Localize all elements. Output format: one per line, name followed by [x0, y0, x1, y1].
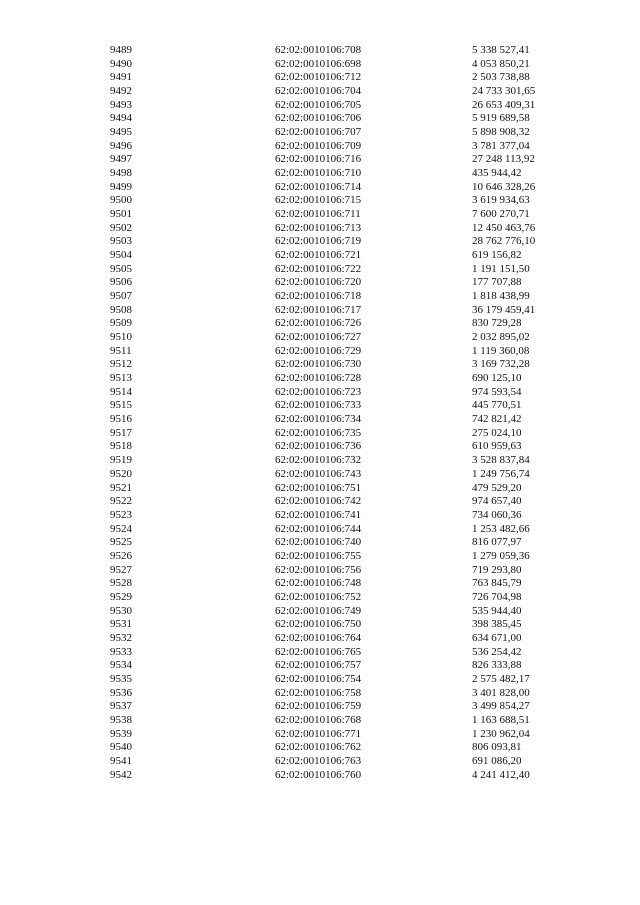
- cadastral-value-cell: 816 077,97: [472, 536, 522, 549]
- cadastral-number-cell: 62:02:0010106:707: [275, 126, 362, 139]
- row-number-cell: 9520: [110, 467, 132, 480]
- row-number-cell: 9511: [110, 344, 132, 357]
- table-row: [110, 454, 582, 468]
- row-number-cell: 9507: [110, 290, 132, 303]
- cadastral-value-cell: 3 169 732,28: [472, 358, 530, 371]
- row-number-cell: 9496: [110, 139, 132, 152]
- cadastral-value-cell: 535 944,40: [472, 604, 522, 617]
- row-number-cell: 9505: [110, 262, 132, 275]
- row-number-cell: 9491: [110, 71, 132, 84]
- cadastral-value-cell: 826 333,88: [472, 659, 522, 672]
- row-number-cell: 9489: [110, 44, 132, 56]
- table-row: [110, 482, 582, 496]
- table-row: [110, 523, 582, 537]
- cadastral-number-cell: 62:02:0010106:748: [275, 577, 362, 590]
- row-number-cell: 9538: [110, 713, 132, 726]
- table-row: [110, 331, 582, 345]
- cadastral-value-cell: 24 733 301,65: [472, 85, 536, 98]
- table-row: [110, 263, 582, 277]
- cadastral-value-cell: 28 762 776,10: [472, 235, 536, 248]
- cadastral-number-cell: 62:02:0010106:736: [275, 440, 362, 453]
- table-row: [110, 167, 582, 181]
- table-row: [110, 468, 582, 482]
- cadastral-number-cell: 62:02:0010106:768: [275, 713, 362, 726]
- cadastral-number-cell: 62:02:0010106:749: [275, 604, 362, 617]
- cadastral-number-cell: 62:02:0010106:752: [275, 590, 362, 603]
- row-number-cell: 9509: [110, 317, 132, 330]
- row-number-cell: 9512: [110, 358, 132, 371]
- row-number-cell: 9494: [110, 112, 132, 125]
- table-row: [110, 659, 582, 673]
- row-number-cell: 9515: [110, 399, 132, 412]
- cadastral-value-cell: 2 503 738,88: [472, 71, 530, 84]
- cadastral-value-cell: 742 821,42: [472, 413, 522, 426]
- cadastral-value-cell: 726 704,98: [472, 590, 522, 603]
- row-number-cell: 9537: [110, 700, 132, 713]
- row-number-cell: 9514: [110, 385, 132, 398]
- cadastral-value-cell: 7 600 270,71: [472, 208, 530, 221]
- row-number-cell: 9534: [110, 659, 132, 672]
- row-number-cell: 9513: [110, 372, 132, 385]
- cadastral-number-cell: 62:02:0010106:734: [275, 413, 362, 426]
- cadastral-value-cell: 3 528 837,84: [472, 454, 530, 467]
- table-row: [110, 755, 582, 769]
- cadastral-number-cell: 62:02:0010106:721: [275, 249, 362, 262]
- row-number-cell: 9530: [110, 604, 132, 617]
- table-row: [110, 276, 582, 290]
- cadastral-number-cell: 62:02:0010106:716: [275, 153, 362, 166]
- table-row: [110, 181, 582, 195]
- row-number-cell: 9531: [110, 618, 132, 631]
- row-number-cell: 9501: [110, 208, 132, 221]
- row-number-cell: 9504: [110, 249, 132, 262]
- row-number-cell: 9498: [110, 167, 132, 180]
- cadastral-number-cell: 62:02:0010106:710: [275, 167, 362, 180]
- row-number-cell: 9526: [110, 549, 132, 562]
- table-row: [110, 495, 582, 509]
- table-row: [110, 208, 582, 222]
- cadastral-value-cell: 435 944,42: [472, 167, 522, 180]
- cadastral-number-cell: 62:02:0010106:744: [275, 522, 362, 535]
- cadastral-value-cell: 1 230 962,04: [472, 727, 530, 740]
- cadastral-value-cell: 2 032 895,02: [472, 331, 530, 344]
- row-number-cell: 9508: [110, 303, 132, 316]
- table-row: [110, 714, 582, 728]
- cadastral-number-cell: 62:02:0010106:712: [275, 71, 362, 84]
- cadastral-value-cell: 610 959,63: [472, 440, 522, 453]
- cadastral-number-cell: 62:02:0010106:755: [275, 549, 362, 562]
- table-row: [110, 358, 582, 372]
- cadastral-number-cell: 62:02:0010106:764: [275, 631, 362, 644]
- table-row: [110, 153, 582, 167]
- table-row: [110, 618, 582, 632]
- cadastral-number-cell: 62:02:0010106:771: [275, 727, 362, 740]
- row-number-cell: 9522: [110, 495, 132, 508]
- cadastral-number-cell: 62:02:0010106:759: [275, 700, 362, 713]
- cadastral-value-cell: 3 619 934,63: [472, 194, 530, 207]
- cadastral-number-cell: 62:02:0010106:711: [275, 208, 361, 221]
- row-number-cell: 9500: [110, 194, 132, 207]
- row-number-cell: 9502: [110, 221, 132, 234]
- cadastral-value-cell: 1 818 438,99: [472, 290, 530, 303]
- table-body: [110, 44, 582, 782]
- cadastral-number-cell: 62:02:0010106:727: [275, 331, 362, 344]
- cadastral-value-cell: 5 338 527,41: [472, 44, 530, 56]
- row-number-cell: 9492: [110, 85, 132, 98]
- cadastral-value-cell: 536 254,42: [472, 645, 522, 658]
- cadastral-number-cell: 62:02:0010106:730: [275, 358, 362, 371]
- table-row: [110, 317, 582, 331]
- cadastral-value-cell: 27 248 113,92: [472, 153, 535, 166]
- table-row: [110, 646, 582, 660]
- cadastral-number-cell: 62:02:0010106:750: [275, 618, 362, 631]
- cadastral-number-cell: 62:02:0010106:714: [275, 180, 362, 193]
- cadastral-number-cell: 62:02:0010106:718: [275, 290, 362, 303]
- cadastral-number-cell: 62:02:0010106:717: [275, 303, 362, 316]
- table-row: [110, 194, 582, 208]
- cadastral-value-cell: 763 845,79: [472, 577, 522, 590]
- table-row: [110, 85, 582, 99]
- cadastral-value-cell: 4 241 412,40: [472, 768, 530, 781]
- row-number-cell: 9518: [110, 440, 132, 453]
- cadastral-value-cell: 4 053 850,21: [472, 57, 530, 70]
- cadastral-value-cell: 275 024,10: [472, 426, 522, 439]
- cadastral-value-cell: 445 770,51: [472, 399, 522, 412]
- row-number-cell: 9517: [110, 426, 132, 439]
- table-row: [110, 440, 582, 454]
- table-row: [110, 386, 582, 400]
- row-number-cell: 9533: [110, 645, 132, 658]
- row-number-cell: 9535: [110, 672, 132, 685]
- table-row: [110, 509, 582, 523]
- table-row: [110, 769, 582, 783]
- row-number-cell: 9536: [110, 686, 132, 699]
- cadastral-value-cell: 479 529,20: [472, 481, 522, 494]
- table-row: [110, 235, 582, 249]
- cadastral-number-cell: 62:02:0010106:728: [275, 372, 362, 385]
- cadastral-value-cell: 719 293,80: [472, 563, 522, 576]
- cadastral-value-cell: 1 163 688,51: [472, 713, 530, 726]
- cadastral-number-cell: 62:02:0010106:732: [275, 454, 362, 467]
- cadastral-value-cell: 398 385,45: [472, 618, 522, 631]
- cadastral-value-cell: 734 060,36: [472, 508, 522, 521]
- cadastral-value-cell: 5 898 908,32: [472, 126, 530, 139]
- table-row: [110, 632, 582, 646]
- row-number-cell: 9506: [110, 276, 132, 289]
- cadastral-number-cell: 62:02:0010106:751: [275, 481, 362, 494]
- row-number-cell: 9529: [110, 590, 132, 603]
- cadastral-number-cell: 62:02:0010106:765: [275, 645, 362, 658]
- cadastral-number-cell: 62:02:0010106:706: [275, 112, 362, 125]
- table-row: [110, 550, 582, 564]
- table-row: [110, 577, 582, 591]
- row-number-cell: 9516: [110, 413, 132, 426]
- row-number-cell: 9523: [110, 508, 132, 521]
- cadastral-number-cell: 62:02:0010106:729: [275, 344, 362, 357]
- cadastral-number-cell: 62:02:0010106:715: [275, 194, 362, 207]
- table-row: [110, 249, 582, 263]
- cadastral-number-cell: 62:02:0010106:719: [275, 235, 362, 248]
- table-row: [110, 112, 582, 126]
- cadastral-value-cell: 5 919 689,58: [472, 112, 530, 125]
- cadastral-number-cell: 62:02:0010106:735: [275, 426, 362, 439]
- cadastral-value-cell: 12 450 463,76: [472, 221, 536, 234]
- cadastral-number-cell: 62:02:0010106:760: [275, 768, 362, 781]
- table-row: [110, 58, 582, 72]
- cadastral-number-cell: 62:02:0010106:722: [275, 262, 362, 275]
- row-number-cell: 9524: [110, 522, 132, 535]
- cadastral-value-cell: 830 729,28: [472, 317, 522, 330]
- cadastral-number-cell: 62:02:0010106:742: [275, 495, 362, 508]
- table-row: [110, 591, 582, 605]
- cadastral-value-cell: 26 653 409,31: [472, 98, 536, 111]
- table-row: [110, 290, 582, 304]
- cadastral-value-cell: 974 593,54: [472, 385, 522, 398]
- row-number-cell: 9527: [110, 563, 132, 576]
- row-number-cell: 9541: [110, 754, 132, 767]
- cadastral-value-cell: 3 499 854,27: [472, 700, 530, 713]
- table-row: [110, 71, 582, 85]
- cadastral-value-cell: 36 179 459,41: [472, 303, 536, 316]
- table-row: [110, 345, 582, 359]
- table-row: [110, 399, 582, 413]
- cadastral-value-cell: 3 781 377,04: [472, 139, 530, 152]
- row-number-cell: 9503: [110, 235, 132, 248]
- row-number-cell: 9539: [110, 727, 132, 740]
- table-row: [110, 99, 582, 113]
- row-number-cell: 9528: [110, 577, 132, 590]
- row-number-cell: 9532: [110, 631, 132, 644]
- table-row: [110, 728, 582, 742]
- cadastral-value-cell: 634 671,00: [472, 631, 522, 644]
- table-row: [110, 140, 582, 154]
- cadastral-number-cell: 62:02:0010106:733: [275, 399, 362, 412]
- cadastral-number-cell: 62:02:0010106:726: [275, 317, 362, 330]
- cadastral-value-cell: 1 191 151,50: [472, 262, 530, 275]
- table-row: [110, 700, 582, 714]
- cadastral-number-cell: 62:02:0010106:762: [275, 741, 362, 754]
- row-number-cell: 9525: [110, 536, 132, 549]
- row-number-cell: 9542: [110, 768, 132, 781]
- cadastral-value-cell: 690 125,10: [472, 372, 522, 385]
- table-row: [110, 44, 582, 58]
- row-number-cell: 9497: [110, 153, 132, 166]
- row-number-cell: 9540: [110, 741, 132, 754]
- row-number-cell: 9521: [110, 481, 132, 494]
- cadastral-value-cell: 619 156,82: [472, 249, 522, 262]
- cadastral-number-cell: 62:02:0010106:708: [275, 44, 362, 56]
- cadastral-number-cell: 62:02:0010106:698: [275, 57, 362, 70]
- table-row: [110, 222, 582, 236]
- cadastral-number-cell: 62:02:0010106:743: [275, 467, 362, 480]
- cadastral-number-cell: 62:02:0010106:720: [275, 276, 362, 289]
- table-row: [110, 605, 582, 619]
- cadastral-value-cell: 3 401 828,00: [472, 686, 530, 699]
- cadastral-number-cell: 62:02:0010106:741: [275, 508, 362, 521]
- row-number-cell: 9493: [110, 98, 132, 111]
- cadastral-value-cell: 1 249 756,74: [472, 467, 530, 480]
- table-row: [110, 304, 582, 318]
- cadastral-value-cell: 2 575 482,17: [472, 672, 530, 685]
- cadastral-number-cell: 62:02:0010106:705: [275, 98, 362, 111]
- cadastral-number-cell: 62:02:0010106:756: [275, 563, 362, 576]
- cadastral-number-cell: 62:02:0010106:740: [275, 536, 362, 549]
- cadastral-value-cell: 974 657,40: [472, 495, 522, 508]
- cadastral-number-cell: 62:02:0010106:758: [275, 686, 362, 699]
- cadastral-value-cell: 1 279 059,36: [472, 549, 530, 562]
- cadastral-number-cell: 62:02:0010106:763: [275, 754, 362, 767]
- row-number-cell: 9495: [110, 126, 132, 139]
- cadastral-value-table: [110, 44, 582, 782]
- row-number-cell: 9519: [110, 454, 132, 467]
- table-row: [110, 741, 582, 755]
- row-number-cell: 9510: [110, 331, 132, 344]
- cadastral-value-cell: 1 253 482,66: [472, 522, 530, 535]
- cadastral-value-cell: 10 646 328,26: [472, 180, 536, 193]
- cadastral-number-cell: 62:02:0010106:757: [275, 659, 362, 672]
- cadastral-number-cell: 62:02:0010106:713: [275, 221, 362, 234]
- table-row: [110, 536, 582, 550]
- cadastral-value-cell: 691 086,20: [472, 754, 522, 767]
- table-row: [110, 372, 582, 386]
- table-row: [110, 687, 582, 701]
- row-number-cell: 9499: [110, 180, 132, 193]
- table-row: [110, 427, 582, 441]
- row-number-cell: 9490: [110, 57, 132, 70]
- table-row: [110, 673, 582, 687]
- cadastral-value-cell: 806 093,81: [472, 741, 522, 754]
- cadastral-value-cell: 177 707,88: [472, 276, 522, 289]
- cadastral-number-cell: 62:02:0010106:709: [275, 139, 362, 152]
- cadastral-number-cell: 62:02:0010106:754: [275, 672, 362, 685]
- cadastral-number-cell: 62:02:0010106:723: [275, 385, 362, 398]
- cadastral-number-cell: 62:02:0010106:704: [275, 85, 362, 98]
- table-row: [110, 564, 582, 578]
- cadastral-value-cell: 1 119 360,08: [472, 344, 530, 357]
- table-row: [110, 126, 582, 140]
- table-row: [110, 413, 582, 427]
